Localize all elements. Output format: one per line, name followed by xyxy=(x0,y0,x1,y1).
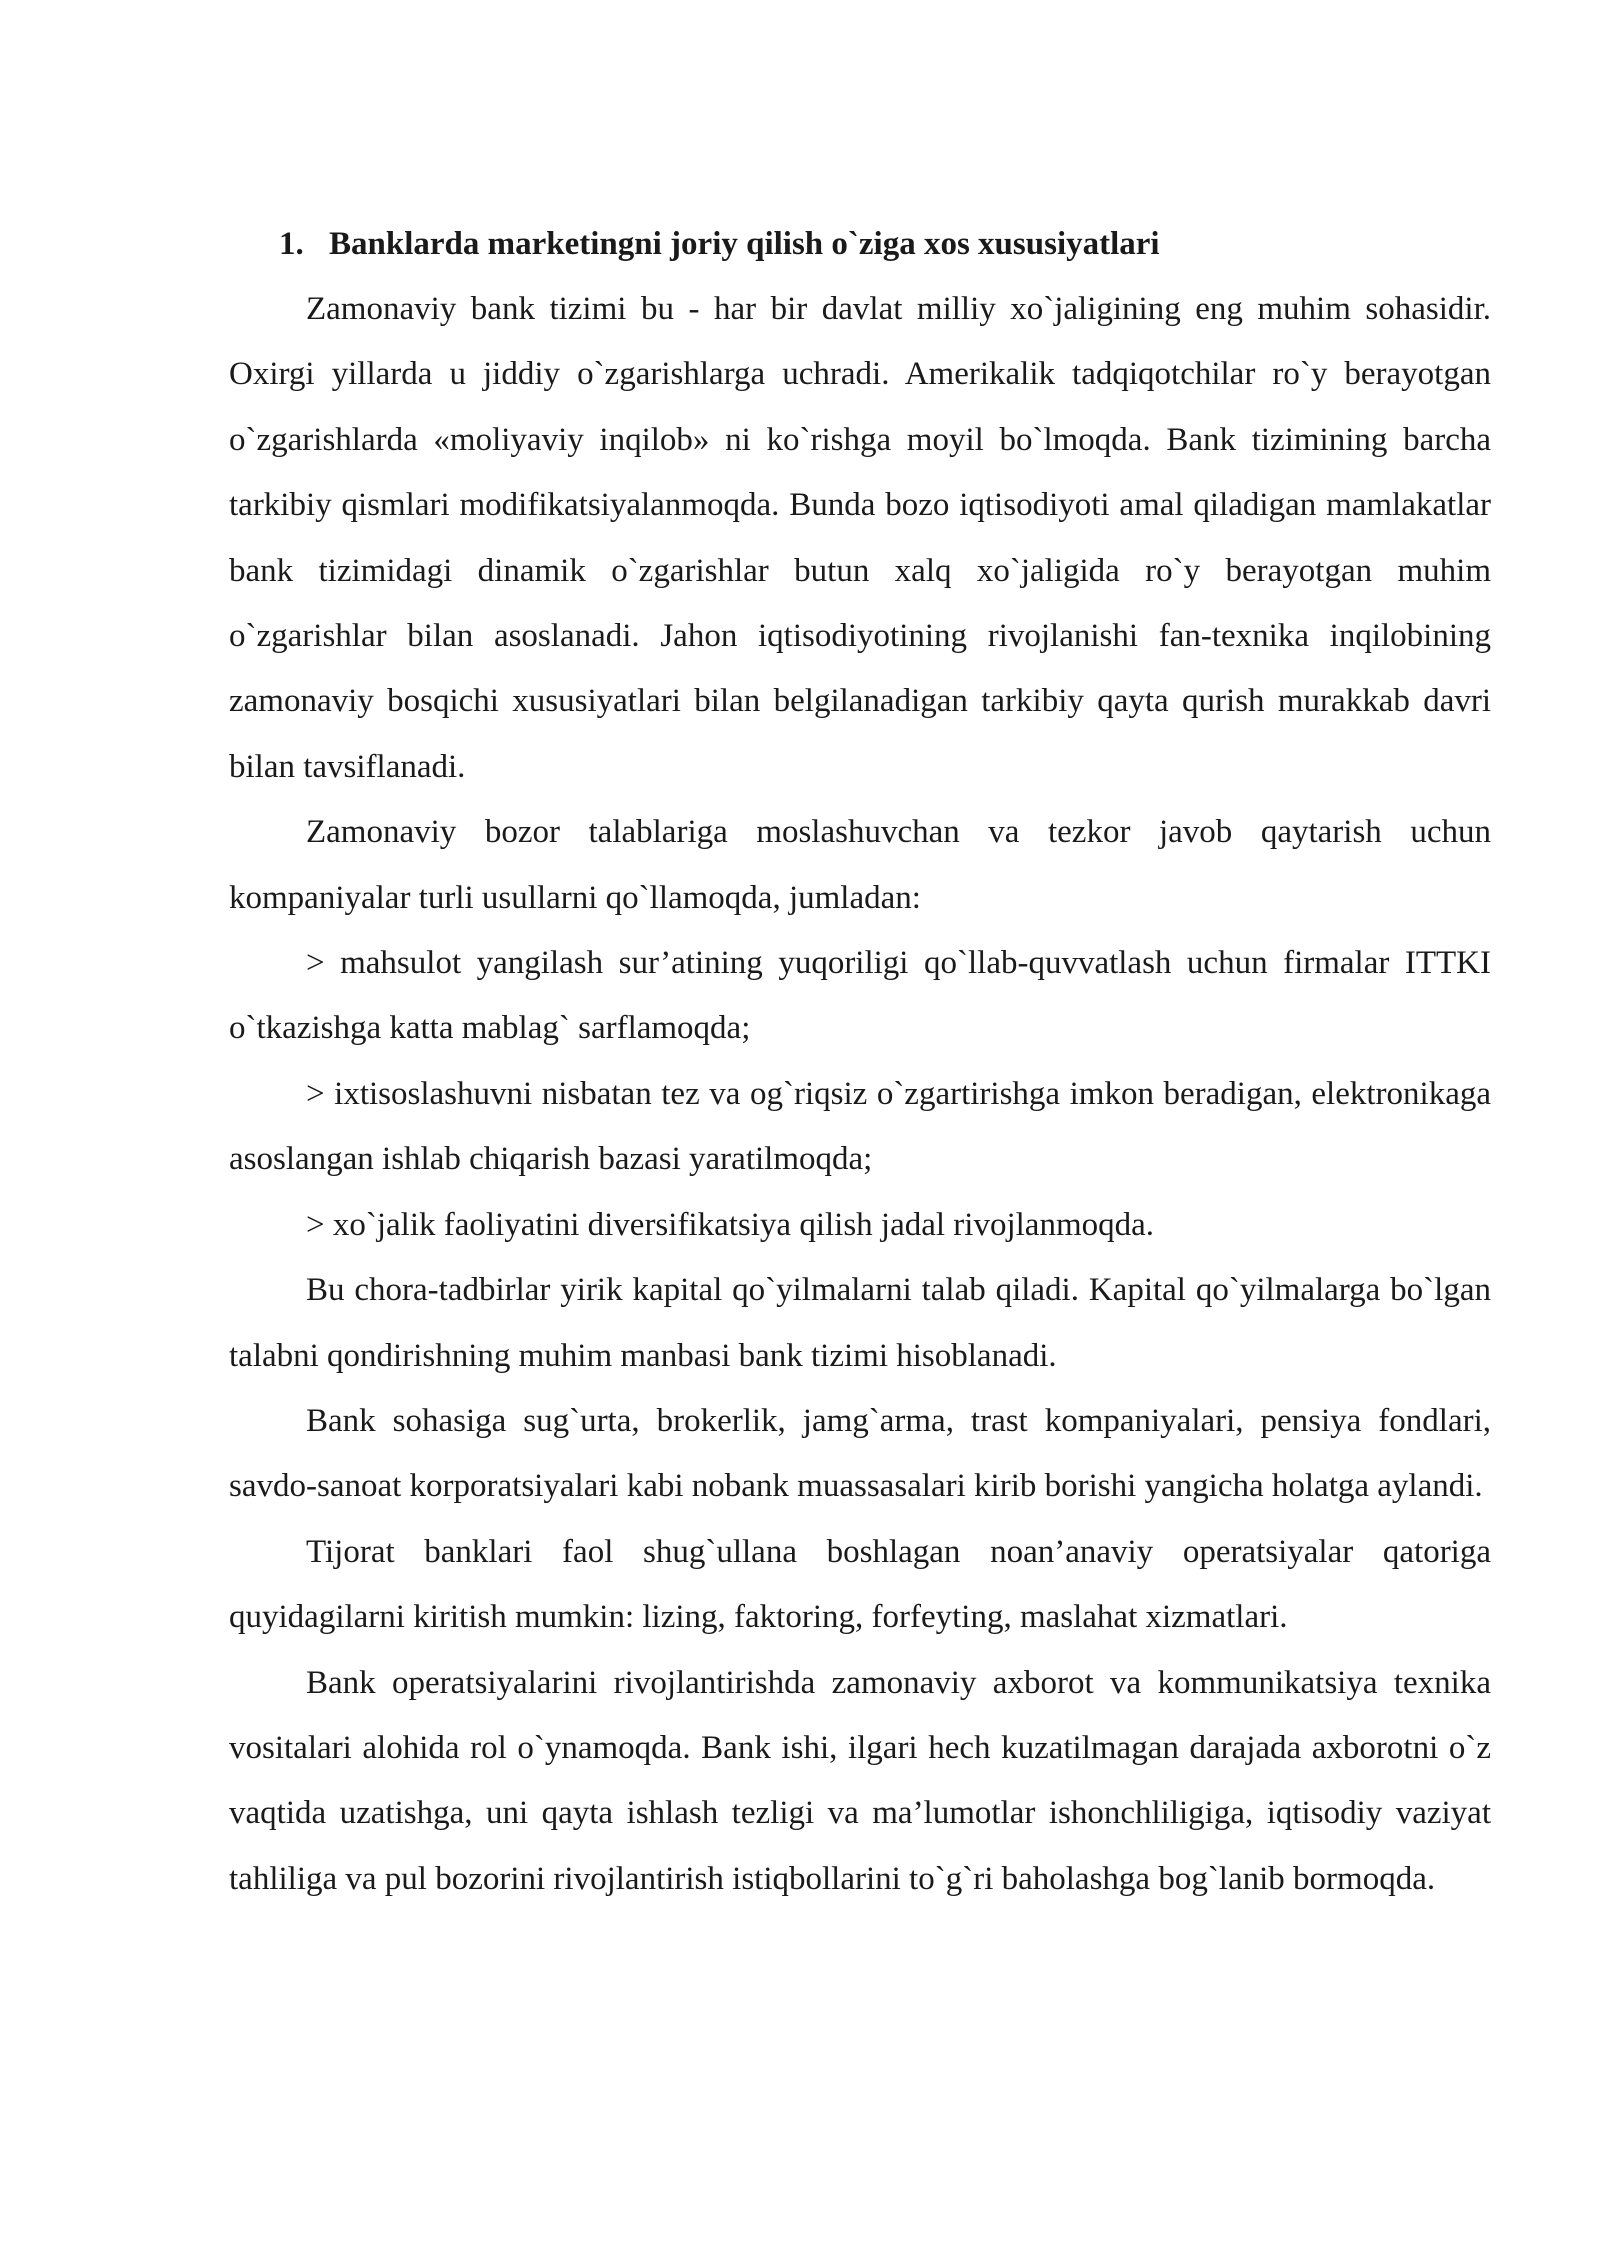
list-item-product-renewal: > mahsulot yangilash sur’atining yuqoriligi qo`llab-quvvatlash uchun firmalar ITTKI o`tkazishga katta mablag` sarflamoqda; xyxy=(229,945,1491,1047)
paragraph-information-technology: Bank operatsiyalarini rivojlantirishda zamonaviy axborot va kommunikatsiya texnika vositalari alohida rol o`ynamoqda. Bank ishi, ilgari hech kuzatilmagan darajada axborotni o`z vaqtida uzatishga, uni qayta ishlash tezligi va ma’lumotlar ishonchliligiga, iqtisodiy vaziyat tahliliga va pul bozorini rivojlantirish istiqbollarini to`g`ri baholashga bog`lanib bormoqda. xyxy=(229,1664,1491,1897)
paragraph-methods: Zamonaviy bozor talablariga moslashuvchan va tezkor javob qaytarish uchun kompaniyalar turli usullarni qo`llamoqda, jumladan: xyxy=(229,814,1491,916)
paragraph-intro: Zamonaviy bank tizimi bu - har bir davlat milliy xo`jaligining eng muhim sohasidir. Oxirgi yillarda u jiddiy o`zgarishlarga uchradi. Amerikalik tadqiqotchilar ro`y berayotgan o`zgarishlarda «moliyaviy inqilob» ni ko`rishga moyil bo`lmoqda. Bank tizimining barcha tarkibiy qismlari modifikatsiyalanmoqda. Bunda bozo iqtisodiyoti amal qiladigan mamlakatlar bank tizimidagi dinamik o`zgarishlar butun xalq xo`jaligida ro`y berayotgan muhim o`zgarishlar bilan asoslanadi. Jahon iqtisodiyotining rivojlanishi fan-texnika inqilobining zamonaviy bosqichi xususiyatlari bilan belgilanadigan tarkibiy qayta qurish murakkab davri bilan tavsiflanadi. xyxy=(229,291,1491,785)
section-number: 1. xyxy=(279,226,304,262)
section-title: Banklarda marketingni joriy qilish o`ziga xos xususiyatlari xyxy=(329,226,1160,262)
section-heading xyxy=(229,212,1491,277)
paragraph-nonbank-institutions: Bank sohasiga sug`urta, brokerlik, jamg`arma, trast kompaniyalari, pensiya fondlari, savdo-sanoat korporatsiyalari kabi nobank muassasalari kirib borishi yangicha holatga aylandi. xyxy=(229,1402,1491,1505)
paragraph-commercial-banks: Tijorat banklari faol shug`ullana boshlagan noan’anaviy operatsiyalar qatoriga quyidagilarni kiritish mumkin: lizing, faktoring, forfeyting, maslahat xizmatlari. xyxy=(229,1533,1491,1636)
document-page xyxy=(229,212,1491,1912)
list-item-diversification: > xo`jalik faoliyatini diversifikatsiya qilish jadal rivojlanmoqda. xyxy=(306,1206,1155,1243)
paragraph-capital-investment: Bu chora-tadbirlar yirik kapital qo`yilmalarni talab qiladi. Kapital qo`yilmalarga bo`lgan talabni qondirishning muhim manbasi bank tizimi hisoblanadi. xyxy=(229,1272,1491,1374)
list-item-specialization: > ixtisoslashuvni nisbatan tez va og`riqsiz o`zgartirishga imkon beradigan, elektronikaga asoslangan ishlab chiqarish bazasi yaratilmoqda; xyxy=(229,1075,1491,1178)
